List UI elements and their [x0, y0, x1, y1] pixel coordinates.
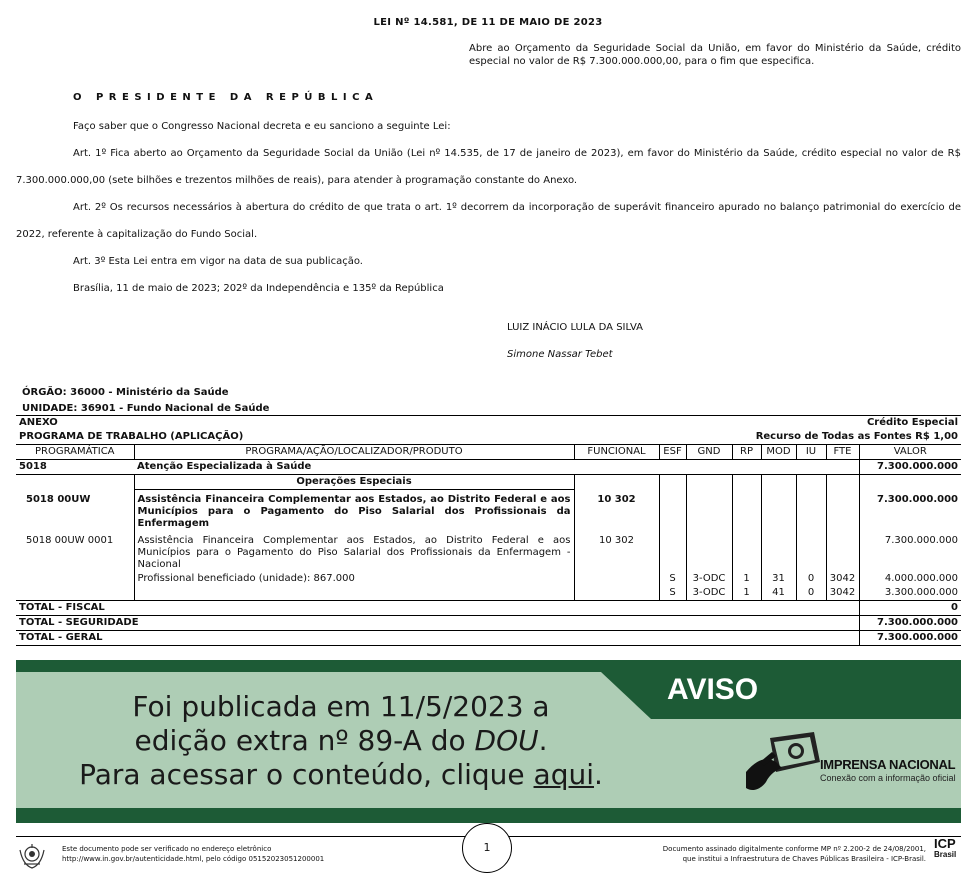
header-valor: VALOR: [859, 445, 961, 460]
aviso-tab-shape: [601, 672, 961, 719]
notice-line3: Para acessar o conteúdo, clique aqui.: [79, 758, 603, 791]
paragraph-intro: Faço saber que o Congresso Nacional decreta e eu sanciono a seguinte Lei:: [73, 121, 451, 132]
header-mod: MOD: [761, 445, 796, 460]
localizador-row: [16, 531, 961, 572]
brasao-icon: [16, 840, 48, 872]
footer-left-line1: Este documento pode ser verificado no endereço eletrônico: [62, 845, 272, 853]
footer-left-line2: http://www.in.gov.br/autenticidade.html, pelo código 05152023051200001: [62, 855, 325, 863]
row-fte: 3042: [826, 586, 859, 601]
aviso-notice: [56, 690, 626, 792]
table-row: [16, 586, 961, 601]
total-seguridade-row: [16, 616, 961, 631]
action-code: 5018 00UW: [26, 493, 91, 505]
footer-signature-note: [560, 844, 926, 864]
program-code: 5018: [16, 460, 134, 475]
total-fiscal-row: [16, 601, 961, 616]
law-title: LEI Nº 14.581, DE 11 DE MAIO DE 2023: [373, 17, 603, 28]
row-mod: 41: [761, 586, 796, 601]
row-iu: 0: [796, 572, 826, 586]
ops-label: Operações Especiais: [134, 475, 574, 490]
brasil-label: Brasil: [934, 850, 957, 859]
footer-right-line2: que institui a Infraestrutura de Chaves Públicas Brasileira - ICP-Brasil.: [682, 855, 926, 863]
banner-bottom-stripe: [16, 808, 961, 823]
orgao-label: ÓRGÃO: 36000 - Ministério da Saúde: [22, 387, 229, 398]
signature-president: LUIZ INÁCIO LULA DA SILVA: [507, 322, 644, 333]
row-rp: 1: [732, 572, 761, 586]
signature-minister: Simone Nassar Tebet: [507, 349, 613, 360]
aviso-banner[interactable]: [16, 660, 961, 823]
aviso-title: AVISO: [667, 673, 759, 706]
product-label: Profissional beneficiado (unidade): 867.000: [134, 572, 574, 586]
total-seguridade-value: 7.300.000.000: [859, 616, 961, 631]
action-funcional: 10 302: [574, 490, 659, 532]
imprensa-name: IMPRENSA NACIONAL: [820, 757, 956, 772]
total-geral-label: TOTAL - GERAL: [16, 631, 859, 646]
paragraph-date: Brasília, 11 de maio de 2023; 202º da Independência e 135º da República: [73, 283, 444, 294]
program-row: [16, 460, 961, 475]
total-fiscal-value: 0: [859, 601, 961, 616]
paragraph-art1: Art. 1º Fica aberto ao Orçamento da Seguridade Social da União (Lei nº 14.535, de 17 de janeiro de 2023), em favor do Ministério da Saúde, crédito especial no valor de R$ 7.300.000.000,00 (sete bilhões e trezentos milhões de reais), para atender à programação constante do Anexo.: [16, 148, 961, 186]
header-gnd: GND: [686, 445, 732, 460]
footer-right-line1: Documento assinado digitalmente conforme MP nº 2.200-2 de 24/08/2001,: [662, 845, 926, 853]
programa-trabalho-label: PROGRAMA DE TRABALHO (APLICAÇÃO): [19, 431, 244, 442]
row-gnd: 3-ODC: [686, 572, 732, 586]
anexo-label: ANEXO: [19, 417, 58, 428]
footer-verification: [62, 844, 324, 864]
action-row: [16, 490, 961, 532]
total-fiscal-label: TOTAL - FISCAL: [16, 601, 859, 616]
page-number: 1: [462, 823, 512, 873]
dou-label: DOU: [474, 724, 539, 757]
action-value: 7.300.000.000: [877, 493, 958, 505]
action-name: Assistência Financeira Complementar aos Estados, ao Distrito Federal e aos Municípios para o Pagamento do Piso Salarial dos Profissionais da Enfermagem: [134, 490, 574, 532]
header-fte: FTE: [826, 445, 859, 460]
law-ementa: Abre ao Orçamento da Seguridade Social da União, em favor do Ministério da Saúde, crédito especial no valor de R$ 7.300.000.000,00, para o fim que especifica.: [469, 43, 961, 67]
table-header-row: [16, 445, 961, 460]
row-esf: S: [659, 586, 686, 601]
loc-value: 7.300.000.000: [884, 535, 958, 546]
recurso-label: Recurso de Todas as Fontes R$ 1,00: [755, 431, 958, 442]
icp-label: ICP: [934, 836, 956, 851]
imprensa-tagline: Conexão com a informação oficial: [820, 773, 956, 783]
credito-label: Crédito Especial: [866, 417, 958, 428]
total-geral-row: [16, 631, 961, 646]
row-valor: 3.300.000.000: [859, 586, 961, 601]
header-programatica: PROGRAMÁTICA: [16, 445, 134, 460]
row-valor: 4.000.000.000: [884, 573, 958, 584]
banner-top-stripe: [16, 660, 961, 672]
header-iu: IU: [796, 445, 826, 460]
loc-name: Assistência Financeira Complementar aos Estados, ao Distrito Federal e aos Municípios para o Pagamento do Piso Salarial dos Profissionais da Enfermagem - Nacional: [134, 531, 574, 572]
row-gnd: 3-ODC: [686, 586, 732, 601]
table-row: [16, 572, 961, 586]
paragraph-art2: Art. 2º Os recursos necessários à abertura do crédito de que trata o art. 1º decorrem da incorporação de superávit financeiro apurado no balanço patrimonial do exercício de 2022, referente à capitalização do Fundo Social.: [16, 202, 961, 240]
budget-table: [16, 416, 961, 646]
president-heading: O PRESIDENTE DA REPÚBLICA: [73, 92, 379, 103]
header-programa: PROGRAMA/AÇÃO/LOCALIZADOR/PRODUTO: [134, 445, 574, 460]
row-rp: 1: [732, 586, 761, 601]
program-name: Atenção Especializada à Saúde: [134, 460, 859, 475]
row-iu: 0: [796, 586, 826, 601]
icp-brasil-logo: [934, 838, 956, 859]
program-value: 7.300.000.000: [859, 460, 961, 475]
imprensa-logo-icon: [742, 732, 824, 794]
notice-line1: Foi publicada em 11/5/2023 a: [132, 690, 550, 723]
total-seguridade-label: TOTAL - SEGURIDADE: [16, 616, 859, 631]
header-rp: RP: [732, 445, 761, 460]
row-mod: 31: [761, 572, 796, 586]
notice-line2: edição extra nº 89-A do DOU.: [134, 724, 548, 757]
header-funcional: FUNCIONAL: [574, 445, 659, 460]
loc-code: 5018 00UW 0001: [26, 535, 114, 546]
loc-funcional: 10 302: [574, 531, 659, 572]
total-geral-value: 7.300.000.000: [859, 631, 961, 646]
row-esf: S: [659, 572, 686, 586]
row-fte: 3042: [826, 572, 859, 586]
paragraph-art3: Art. 3º Esta Lei entra em vigor na data de sua publicação.: [73, 256, 363, 267]
header-esf: ESF: [659, 445, 686, 460]
aqui-link[interactable]: aqui: [533, 758, 594, 791]
unidade-label: UNIDADE: 36901 - Fundo Nacional de Saúde: [22, 403, 270, 414]
